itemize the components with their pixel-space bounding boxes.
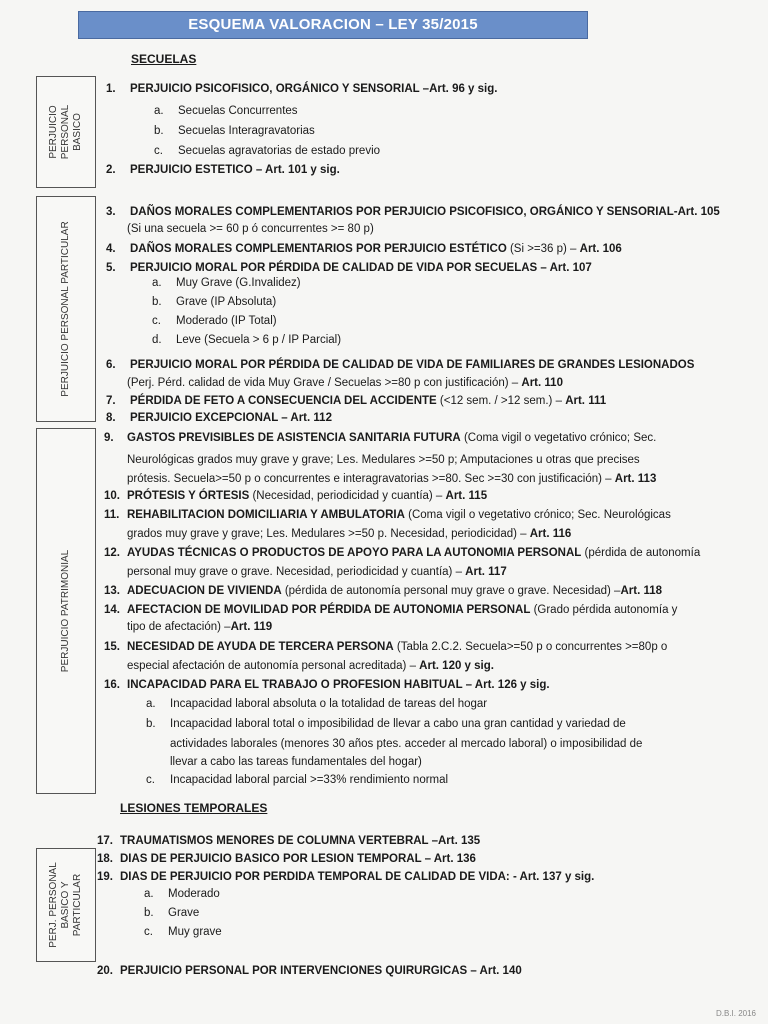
sub-text: Muy Grave (G.Invalidez) (176, 277, 301, 289)
sub-item (146, 714, 626, 734)
item-title: AFECTACION DE MOVILIDAD POR PÉRDIDA DE AUTONOMIA PERSONAL (127, 604, 531, 616)
item-article: Art. 118 (620, 585, 663, 597)
item-detail: (Necesidad, periodicidad y cuantía) – (249, 490, 446, 502)
list-item-6 (106, 356, 746, 374)
item-article: Art. 117 (465, 566, 507, 578)
item-3-continuation: (Si una secuela >= 60 p ó concurrentes >= 80 p) (127, 223, 374, 235)
section-title-secuelas: SECUELAS (131, 52, 197, 66)
item-number: 20. (97, 965, 113, 977)
item-title: PERJUICIO MORAL POR PÉRDIDA DE CALIDAD DE VIDA POR SECUELAS (130, 262, 538, 274)
sub-text: Secuelas agravatorias de estado previo (178, 145, 381, 157)
sub-item (144, 922, 222, 942)
sub-item-continuation: llevar a cabo las tareas fundamentales del hogar) (170, 756, 422, 768)
list-item-1 (106, 80, 746, 98)
item-article: – Art. 136 (421, 853, 476, 865)
item-detail: grados muy grave y grave; Les. Medulares >=50 p. Necesidad, periodicidad) – (127, 528, 530, 540)
list-item-16 (104, 676, 744, 694)
sub-letter: a. (154, 105, 164, 117)
sub-text: Moderado (IP Total) (176, 315, 277, 327)
item-number: 3. (106, 206, 116, 218)
sub-letter: c. (144, 926, 153, 938)
item-title: PERJUICIO EXCEPCIONAL (130, 412, 279, 424)
item-11-continuation (127, 525, 571, 543)
item-title: REHABILITACION DOMICILIARIA Y AMBULATORIA (127, 509, 405, 521)
sub-text: Grave (IP Absoluta) (176, 296, 277, 308)
item-number: 15. (104, 641, 120, 653)
sidebar-label: PERJUICIO PERSONAL BASICO (48, 104, 83, 160)
list-item-18 (97, 850, 737, 868)
sidebar-label: PERJUICIO PATRIMONIAL (60, 549, 71, 673)
list-item-3 (106, 203, 746, 221)
sub-item (144, 903, 199, 923)
sub-item (152, 330, 341, 350)
item-article: - Art. 137 y sig. (509, 871, 595, 883)
item-number: 7. (106, 395, 116, 407)
list-item-15 (104, 638, 744, 656)
item-article: Art. 120 y sig. (419, 660, 494, 672)
item-detail: tipo de afectación) – (127, 621, 231, 633)
item-title: ADECUACION DE VIVIENDA (127, 585, 282, 597)
item-article: Art. 115 (445, 490, 488, 502)
item-detail: especial afectación de autonomía personal acreditada) – (127, 660, 420, 672)
sidebar-perj-personal-basico-particular (36, 848, 96, 962)
item-detail: (Tabla 2.C.2. Secuela>=50 p o concurrentes >=80p o (393, 641, 668, 653)
item-detail: (Coma vigil o vegetativo crónico; Sec. (460, 432, 657, 444)
item-number: 14. (104, 604, 120, 616)
sub-text: Secuelas Concurrentes (178, 105, 298, 117)
item-title: DAÑOS MORALES COMPLEMENTARIOS POR PERJUICIO ESTÉTICO (130, 243, 507, 255)
item-number: 9. (104, 432, 114, 444)
item-9-continuation: Neurológicas grados muy grave y grave; Les. Medulares >=50 p; Amputaciones u otras que precises (127, 454, 640, 466)
footer-mark: D.B.I. 2016 (715, 1009, 756, 1018)
item-title: DIAS DE PERJUICIO BASICO POR LESION TEMPORAL (120, 853, 422, 865)
sidebar-perjuicio-personal-basico (36, 76, 96, 188)
item-title: INCAPACIDAD PARA EL TRABAJO O PROFESION HABITUAL (127, 679, 463, 691)
item-article: Art. 106 (579, 243, 622, 255)
sub-item (146, 694, 487, 714)
list-item-7 (106, 392, 746, 410)
sub-letter: c. (146, 774, 155, 786)
sub-letter: b. (144, 907, 154, 919)
item-title: NECESIDAD DE AYUDA DE TERCERA PERSONA (127, 641, 394, 653)
sub-letter: b. (152, 296, 162, 308)
sidebar-perjuicio-patrimonial (36, 428, 96, 794)
item-detail: prótesis. Secuela>=50 p o concurrentes e interagravatorias >=80. Sec >=30 con justificación) – (127, 473, 615, 485)
item-number: 16. (104, 679, 120, 691)
item-detail: (pérdida de autonomía (581, 547, 701, 559)
item-9-continuation (127, 470, 656, 488)
item-number: 10. (104, 490, 120, 502)
list-item-10 (104, 487, 744, 505)
sub-text: Moderado (168, 888, 220, 900)
item-number: 18. (97, 853, 113, 865)
item-number: 19. (97, 871, 113, 883)
list-item-12 (104, 544, 744, 562)
item-number: 2. (106, 164, 116, 176)
sub-item (154, 121, 315, 141)
item-title: DIAS DE PERJUICIO POR PERDIDA TEMPORAL DE CALIDAD DE VIDA: (120, 871, 510, 883)
item-article: Art. 119 (230, 621, 273, 633)
sub-text: Muy grave (168, 926, 222, 938)
item-detail: (Perj. Pérd. calidad de vida Muy Grave / Secuelas >=80 p con justificación) – (127, 377, 522, 389)
sub-text: Incapacidad laboral parcial >=33% rendimiento normal (170, 774, 449, 786)
item-title: PERJUICIO MORAL POR PÉRDIDA DE CALIDAD DE VIDA DE FAMILIARES DE GRANDES LESIONADOS (130, 359, 695, 371)
sub-text: Grave (168, 907, 200, 919)
sub-item (146, 770, 448, 790)
item-detail: (pérdida de autonomía personal muy grave o grave. Necesidad) – (281, 585, 621, 597)
list-item-9 (104, 429, 744, 447)
item-article: Art. 111 (565, 395, 607, 407)
item-title: PERJUICIO ESTETICO (130, 164, 253, 176)
item-detail: personal muy grave o grave. Necesidad, periodicidad y cuantía) – (127, 566, 466, 578)
item-detail: (Si >=36 p) – (506, 243, 580, 255)
item-number: 11. (104, 509, 120, 521)
section-title-lesiones: LESIONES TEMPORALES (120, 801, 268, 815)
item-title: DAÑOS MORALES COMPLEMENTARIOS POR PERJUICIO PSICOFISICO, ORGÁNICO Y SENSORIAL (130, 206, 674, 218)
sub-item (152, 273, 301, 293)
sub-text: Secuelas Interagravatorias (178, 125, 315, 137)
sub-letter: c. (152, 315, 161, 327)
sidebar-label: PERJUICIO PERSONAL PARTICULAR (60, 221, 71, 397)
sub-letter: d. (152, 334, 162, 346)
item-number: 1. (106, 83, 116, 95)
sub-text: Leve (Secuela > 6 p / IP Parcial) (176, 334, 342, 346)
sub-item (154, 141, 380, 161)
item-number: 13. (104, 585, 120, 597)
sub-text: Incapacidad laboral total o imposibilidad de llevar a cabo una gran cantidad y variedad de (170, 718, 626, 730)
list-item-17 (97, 832, 737, 850)
item-article: – Art. 126 y sig. (462, 679, 550, 691)
sub-text: Incapacidad laboral absoluta o la totalidad de tareas del hogar (170, 698, 488, 710)
item-title: TRAUMATISMOS MENORES DE COLUMNA VERTEBRAL (120, 835, 429, 847)
item-article: Art. 110 (521, 377, 563, 389)
item-article: – Art. 101 y sig. (252, 164, 340, 176)
sub-letter: c. (154, 145, 163, 157)
item-title: PRÓTESIS Y ÓRTESIS (127, 490, 250, 502)
item-number: 6. (106, 359, 116, 371)
item-number: 17. (97, 835, 113, 847)
item-title: PERJUICIO PSICOFISICO, ORGÁNICO Y SENSORIAL (130, 83, 420, 95)
sub-item (154, 101, 298, 121)
sub-item (152, 292, 276, 312)
item-detail: (Coma vigil o vegetativo crónico; Sec. Neurológicas (404, 509, 671, 521)
item-article: Art. 113 (614, 473, 657, 485)
sub-letter: a. (152, 277, 162, 289)
sub-item (152, 311, 277, 331)
sub-item (144, 884, 220, 904)
item-article: -Art. 105 (673, 206, 720, 218)
sub-item-continuation: actividades laborales (menores 30 años ptes. acceder al mercado laboral) o imposibilidad de (170, 738, 643, 750)
item-article: Art. 116 (529, 528, 572, 540)
item-article: – Art. 140 (467, 965, 522, 977)
item-article: – Art. 107 (537, 262, 592, 274)
sub-letter: a. (146, 698, 156, 710)
item-15-continuation (127, 657, 494, 675)
item-number: 5. (106, 262, 116, 274)
item-article: –Art. 135 (428, 835, 481, 847)
sub-letter: a. (144, 888, 154, 900)
sub-letter: b. (154, 125, 164, 137)
item-number: 4. (106, 243, 116, 255)
item-number: 8. (106, 412, 116, 424)
item-number: 12. (104, 547, 120, 559)
item-detail: (<12 sem. / >12 sem.) – (436, 395, 566, 407)
item-detail: (Grado pérdida autonomía y (530, 604, 678, 616)
list-item-13 (104, 582, 744, 600)
list-item-11 (104, 506, 744, 524)
list-item-2 (106, 161, 746, 179)
list-item-14 (104, 601, 744, 619)
item-title: AYUDAS TÉCNICAS O PRODUCTOS DE APOYO PARA LA AUTONOMIA PERSONAL (127, 547, 582, 559)
page-title: ESQUEMA VALORACION – LEY 35/2015 (78, 11, 588, 39)
list-item-8 (106, 409, 746, 427)
item-title: GASTOS PREVISIBLES DE ASISTENCIA SANITARIA FUTURA (127, 432, 461, 444)
sidebar-label: PERJ. PERSONAL BASICO Y PARTICULAR (48, 862, 83, 948)
item-article: –Art. 96 y sig. (419, 83, 498, 95)
sub-letter: b. (146, 718, 156, 730)
item-12-continuation (127, 563, 507, 581)
item-title: PÉRDIDA DE FETO A CONSECUENCIA DEL ACCIDENTE (130, 395, 437, 407)
item-article: – Art. 112 (278, 412, 332, 424)
list-item-20 (97, 962, 737, 980)
item-14-continuation (127, 618, 272, 636)
item-6-continuation (127, 374, 563, 392)
item-title: PERJUICIO PERSONAL POR INTERVENCIONES QUIRURGICAS (120, 965, 468, 977)
list-item-4 (106, 240, 746, 258)
sidebar-perjuicio-personal-particular (36, 196, 96, 422)
